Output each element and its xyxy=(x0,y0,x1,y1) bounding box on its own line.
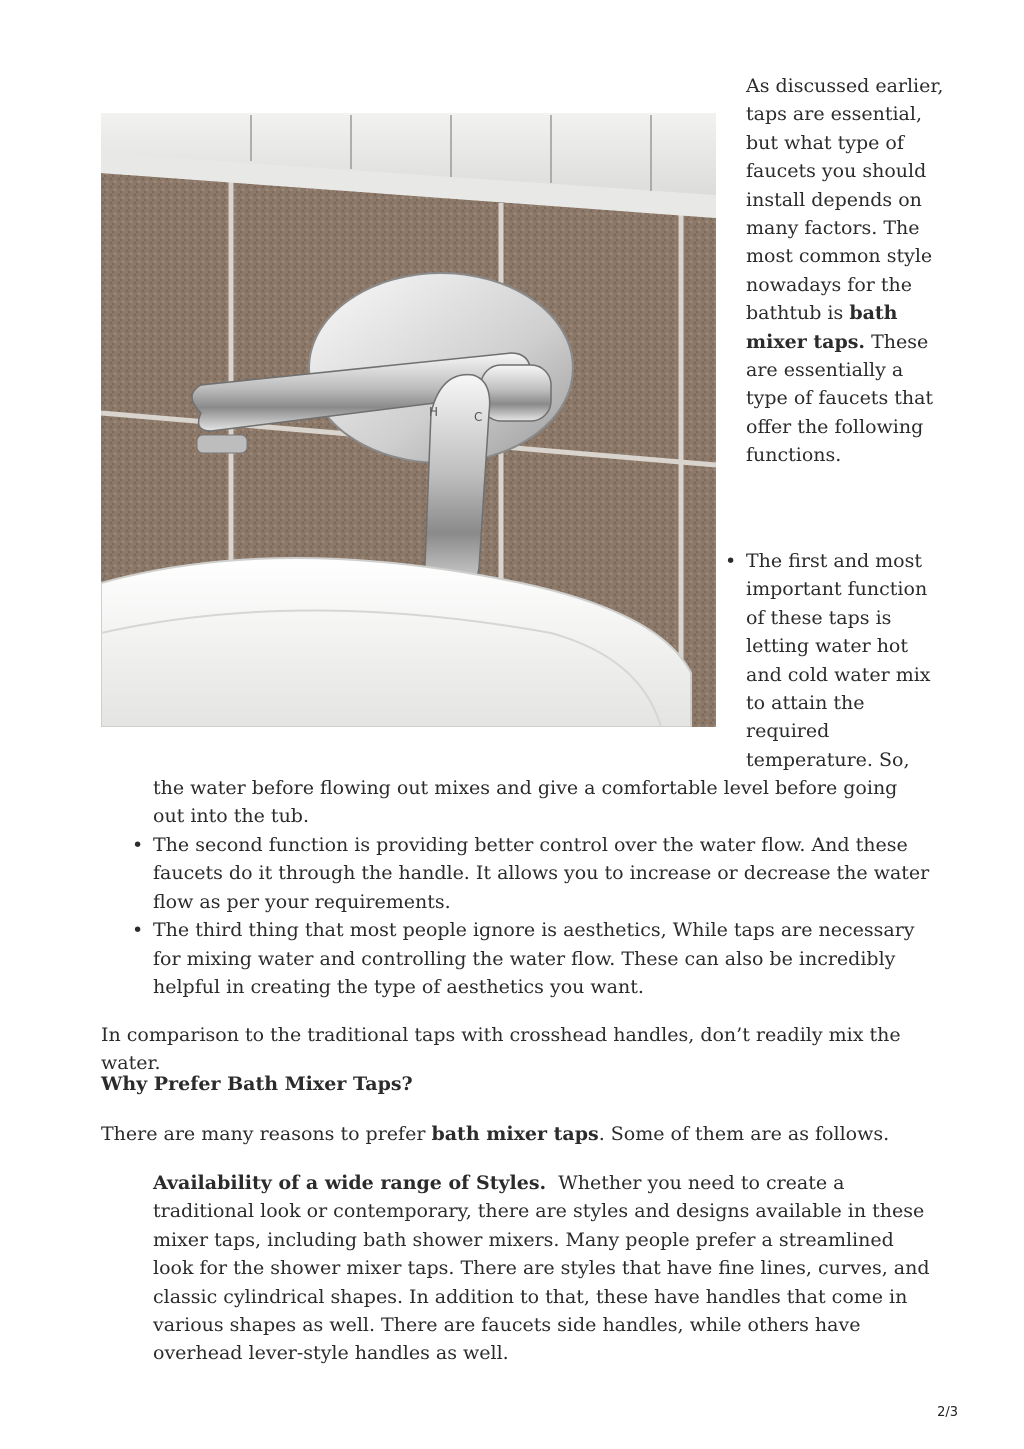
bullet-icon: • xyxy=(132,834,144,856)
cold-label: C xyxy=(474,410,483,424)
list-item xyxy=(725,547,946,774)
reasons-bold-term: bath mixer taps xyxy=(431,1123,599,1145)
reasons-before: There are many reasons to prefer xyxy=(101,1123,432,1145)
intro-text-before: As discussed earlier, taps are essential, but what type of faucets you should install depends on many factors. The most common style nowadays for the bathtub is xyxy=(746,75,944,325)
faucet-photo xyxy=(101,113,716,727)
bullet-icon: • xyxy=(725,550,737,572)
comparison-paragraph: In comparison to the traditional taps with crosshead handles, don’t readily mix the water. xyxy=(101,1024,901,1075)
list-item xyxy=(132,916,933,1001)
intro-text-after: These are essentially a type of faucets that offer the following functions. xyxy=(746,330,934,467)
bullet3-text: The third thing that most people ignore is aesthetics, While taps are necessary for mixing water and controlling the water flow. These can also be incredibly helpful in creating the type of aesthetics you want. xyxy=(153,919,915,999)
styles-bold-heading: Availability of a wide range of Styles. xyxy=(153,1172,547,1194)
bullet-icon: • xyxy=(132,919,144,942)
styles-paragraph xyxy=(153,1169,936,1368)
reasons-after: . Some of them are as follows. xyxy=(598,1123,890,1145)
hot-label: H xyxy=(429,405,439,419)
bullet1-continuation: the water before flowing out mixes and give a comfortable level before going out into the tub. xyxy=(153,777,898,828)
bullet1-text: The first and most important function of these taps is letting water hot and cold water mix to attain the required temperature. So, xyxy=(746,550,931,771)
bullet2-text: The second function is providing better control over the water flow. And these faucets do it through the handle. It allows you to increase or decrease the water flow as per your requirements. xyxy=(153,834,930,913)
functions-list xyxy=(132,831,933,1001)
reasons-paragraph xyxy=(101,1120,941,1148)
intro-paragraph xyxy=(746,72,946,470)
page-number: 2/3 xyxy=(937,1405,958,1420)
section-heading: Why Prefer Bath Mixer Taps? xyxy=(101,1073,413,1095)
faucet-illustration xyxy=(101,113,716,727)
styles-text: Whether you need to create a traditional look or contemporary, there are styles and designs available in these mixer taps, including bath shower mixers. Many people prefer a streamlined look for the shower mixer taps. There are styles that have fine lines, curves, and classic cylindrical shapes. In addition to that, these have handles that come in various shapes as well. There are faucets side handles, while others have overhead lever-style handles as well. xyxy=(153,1172,936,1365)
intro-bold-term: bath mixer taps. xyxy=(746,302,898,353)
list-item xyxy=(132,831,933,916)
